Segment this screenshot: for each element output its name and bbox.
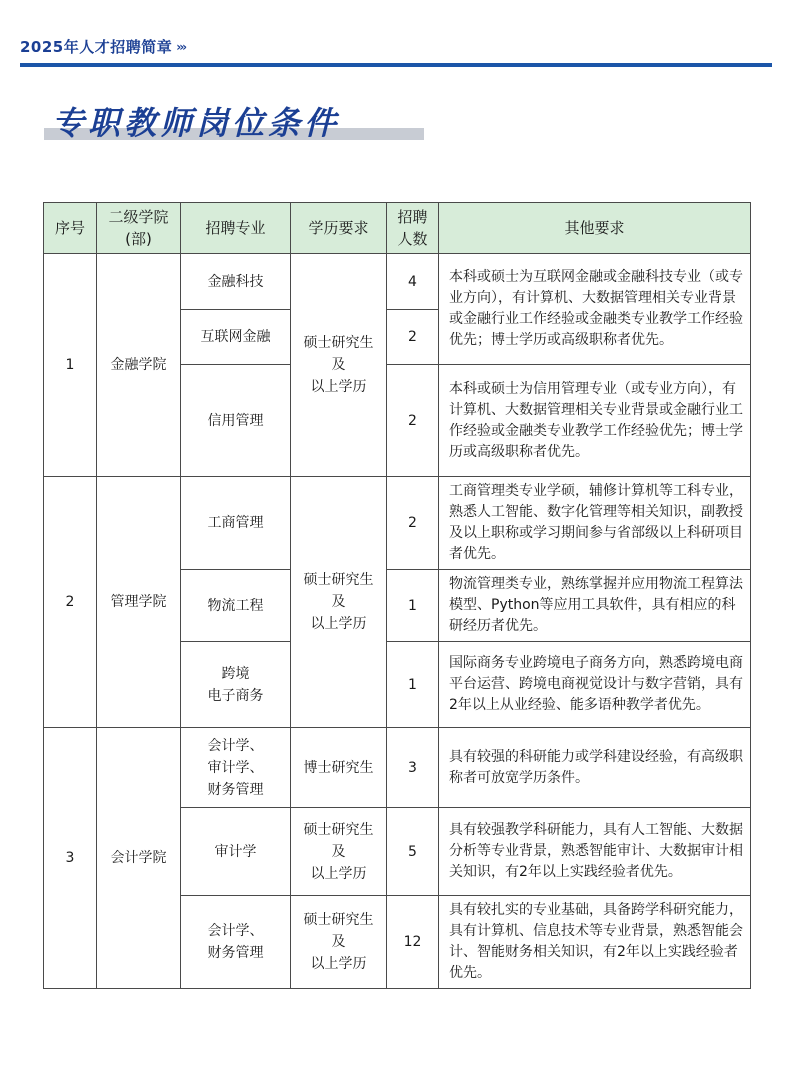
- page-header: [20, 36, 772, 67]
- edu-line: 及: [331, 843, 346, 860]
- major-line: 电子商务: [207, 687, 264, 704]
- cell-requirements: 具有较强的科研能力或学科建设经验，有高级职称者可放宽学历条件。: [439, 728, 751, 808]
- cell-requirements: 具有较扎实的专业基础，具备跨学科研究能力，具有计算机、信息技术等专业背景，熟悉智能会计、智能财务相关知识，有2年以上实践经验者优先。: [439, 896, 751, 989]
- cell-requirements: 具有较强教学科研能力，具有人工智能、大数据分析等专业背景，熟悉智能审计、大数据审计相关知识，有2年以上实践经验者优先。: [439, 808, 751, 896]
- cell-major: 信用管理: [181, 365, 291, 477]
- edu-line: 硕士研究生: [303, 572, 374, 588]
- header-count-line2: 人数: [397, 230, 428, 248]
- cell-college: 管理学院: [97, 477, 181, 728]
- cell-major: [181, 642, 291, 728]
- cell-major: [181, 728, 291, 808]
- cell-count: 4: [387, 254, 439, 310]
- cell-count: 1: [387, 570, 439, 642]
- positions-table: [43, 202, 751, 989]
- header-count: [387, 203, 439, 254]
- header-divider: [20, 63, 772, 67]
- header-college-line1: 二级学院: [108, 208, 169, 226]
- header-college-line2: (部): [125, 230, 152, 248]
- header-other: 其他要求: [439, 203, 751, 254]
- edu-line: 硕士研究生: [303, 912, 374, 928]
- cell-requirements: 物流管理类专业，熟练掌握并应用物流工程算法模型、Python等应用工具软件，具有相应的科研经历者优先。: [439, 570, 751, 642]
- header-seq: 序号: [44, 203, 97, 254]
- cell-major: 工商管理: [181, 477, 291, 570]
- header-college: [97, 203, 181, 254]
- cell-count: 2: [387, 365, 439, 477]
- major-line: 财务管理: [207, 781, 264, 798]
- cell-requirements: 国际商务专业跨境电子商务方向，熟悉跨境电商平台运营、跨境电商视觉设计与数字营销，具有2年以上从业经验、能多语种教学者优先。: [439, 642, 751, 728]
- edu-line: 及: [331, 357, 346, 373]
- edu-line: 以上学历: [310, 379, 367, 395]
- cell-education: [291, 896, 387, 989]
- major-line: 审计学、: [207, 759, 264, 776]
- table-row: [44, 728, 751, 808]
- cell-education: [291, 808, 387, 896]
- major-line: 会计学、: [207, 923, 264, 939]
- cell-count: 12: [387, 896, 439, 989]
- edu-line: 以上学历: [310, 956, 367, 972]
- cell-requirements: 工商管理类专业学硕，辅修计算机等工科专业，熟悉人工智能、数字化管理等相关知识，副教授及以上职称或学习期间参与省部级以上科研项目者优先。: [439, 477, 751, 570]
- edu-line: 及: [331, 934, 346, 950]
- edu-line: 以上学历: [310, 616, 367, 632]
- cell-count: 2: [387, 477, 439, 570]
- cell-count: 1: [387, 642, 439, 728]
- section-title-block: [44, 98, 424, 144]
- cell-count: 3: [387, 728, 439, 808]
- table-header-row: [44, 203, 751, 254]
- table-row: [44, 477, 751, 570]
- cell-seq: 2: [44, 477, 97, 728]
- edu-line: 硕士研究生: [303, 821, 374, 838]
- cell-requirements: 本科或硕士为信用管理专业（或专业方向），有计算机、大数据管理相关专业背景或金融行业工作经验或金融类专业教学工作经验优先；博士学历或高级职称者优先。: [439, 365, 751, 477]
- header-major: 招聘专业: [181, 203, 291, 254]
- edu-line: 硕士研究生: [303, 335, 374, 351]
- edu-line: 以上学历: [310, 865, 367, 882]
- section-title: 专职教师岗位条件: [52, 104, 341, 142]
- cell-major: 互联网金融: [181, 310, 291, 365]
- table-row: [44, 254, 751, 310]
- cell-count: 5: [387, 808, 439, 896]
- major-line: 跨境: [221, 665, 250, 682]
- cell-education: [291, 254, 387, 477]
- header-count-line1: 招聘: [397, 208, 428, 226]
- brand-title: [20, 36, 772, 57]
- chevrons-icon: ›››: [176, 39, 186, 54]
- cell-major: 金融科技: [181, 254, 291, 310]
- header-education: 学历要求: [291, 203, 387, 254]
- cell-count: 2: [387, 310, 439, 365]
- cell-education: [291, 477, 387, 728]
- cell-college: 金融学院: [97, 254, 181, 477]
- major-line: 财务管理: [207, 945, 264, 961]
- cell-major: 物流工程: [181, 570, 291, 642]
- cell-major: 审计学: [181, 808, 291, 896]
- cell-major: [181, 896, 291, 989]
- edu-line: 及: [331, 594, 346, 610]
- brand-text: 2025年人才招聘简章: [20, 38, 173, 56]
- cell-seq: 3: [44, 728, 97, 989]
- cell-requirements: 本科或硕士为互联网金融或金融科技专业（或专业方向），有计算机、大数据管理相关专业背景或金融行业工作经验或金融类专业教学工作经验优先；博士学历或高级职称者优先。: [439, 254, 751, 365]
- cell-seq: 1: [44, 254, 97, 477]
- cell-education: 博士研究生: [291, 728, 387, 808]
- major-line: 会计学、: [207, 737, 264, 754]
- cell-college: 会计学院: [97, 728, 181, 989]
